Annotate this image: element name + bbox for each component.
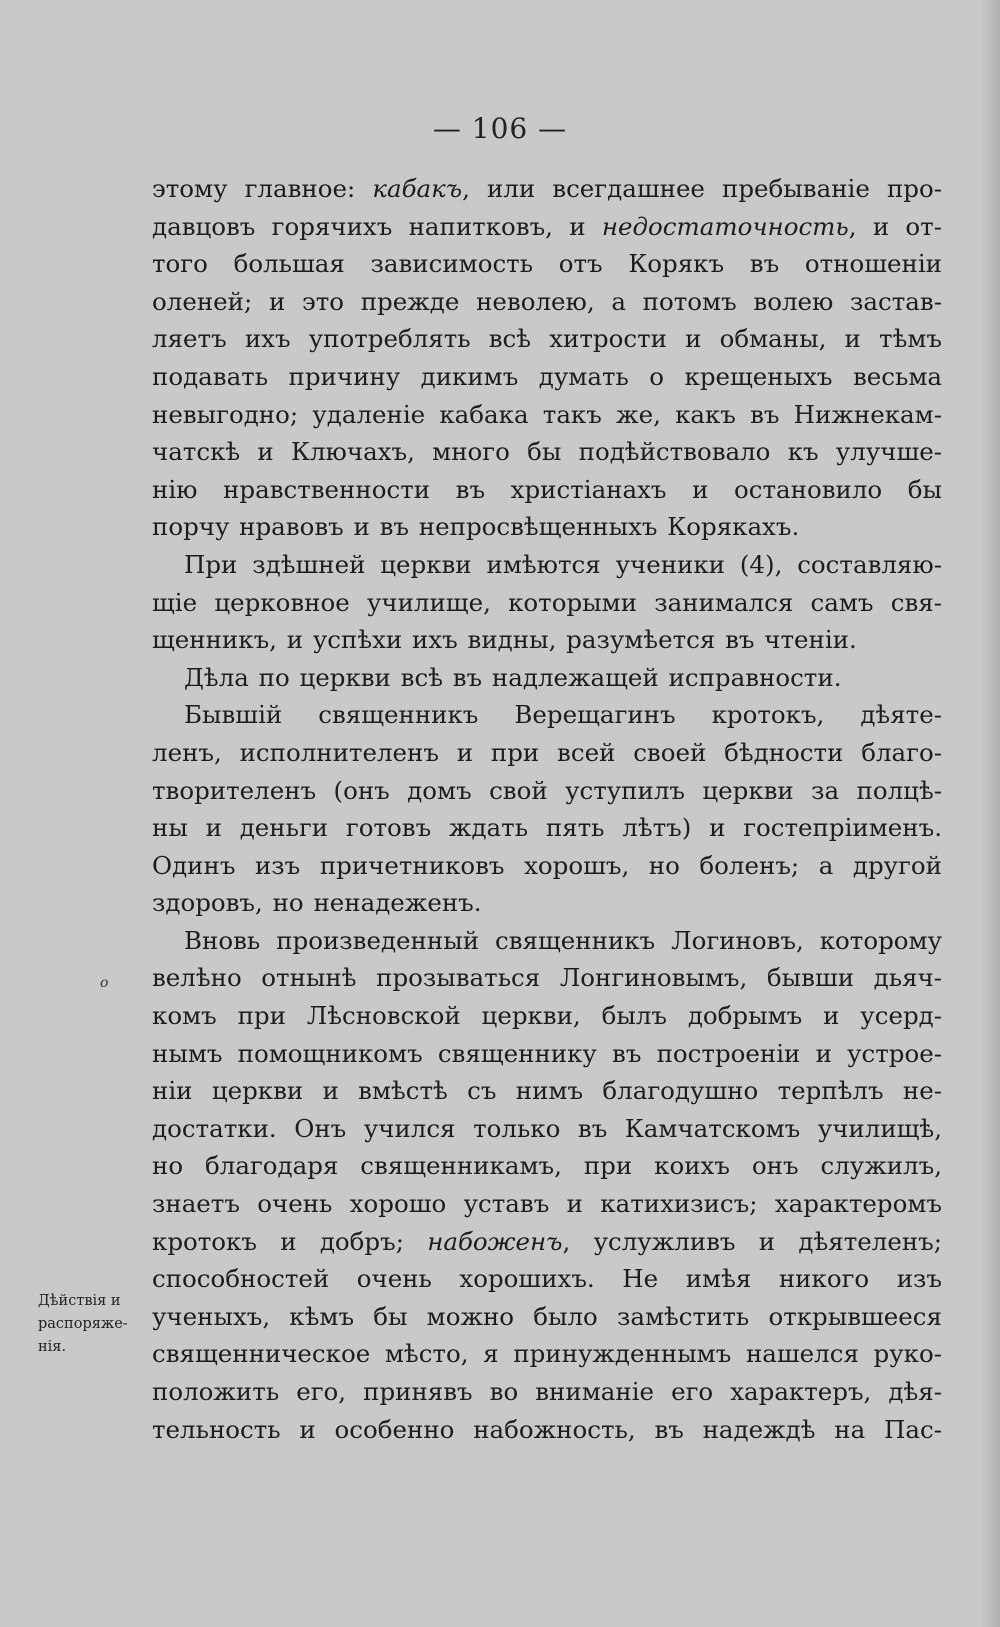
- margin-note-line: нія.: [38, 1339, 67, 1355]
- emphasized-word: кабакъ: [372, 174, 463, 203]
- text-line: но благодаря священникамъ, при коихъ онъ служилъ,: [152, 1151, 942, 1181]
- text-line: оленей; и это прежде неволею, а потомъ волею застав-: [152, 286, 942, 316]
- text-line: При здѣшней церкви имѣются ученики (4), составляю-: [184, 549, 942, 579]
- text-line: ляетъ ихъ употреблять всѣ хитрости и обманы, и тѣмъ: [152, 324, 942, 354]
- text-line: ны и деньги готовъ ждать пять лѣтъ) и гостепріименъ.: [152, 813, 942, 843]
- text-line: Одинъ изъ причетниковъ хорошъ, но боленъ; а другой: [152, 850, 942, 880]
- text-line: ученыхъ, кѣмъ бы можно было замѣстить открывшееся: [152, 1301, 942, 1331]
- text-line: порчу нравовъ и въ непросвѣщенныхъ Корякахъ.: [152, 512, 800, 542]
- margin-note: [38, 1290, 148, 1359]
- text-line: невыгодно; удаленіе кабака такъ же, какъ въ Нижнекам-: [152, 399, 942, 429]
- text-line: способностей очень хорошихъ. Не имѣя никого изъ: [152, 1264, 942, 1294]
- text-line: достатки. Онъ учился только въ Камчатскомъ училищѣ,: [152, 1113, 942, 1143]
- text-line: священническое мѣсто, я принужденнымъ нашелся руко-: [152, 1339, 942, 1369]
- text-line: Бывшій священникъ Верещагинъ кротокъ, дѣяте-: [184, 700, 942, 730]
- text-line: тельность и особенно набожность, въ надеждѣ на Пас-: [152, 1414, 942, 1444]
- text-line: ніи церкви и вмѣстѣ съ нимъ благодушно терпѣлъ не-: [152, 1076, 942, 1106]
- text-line: чатскѣ и Ключахъ, много бы подѣйствовало къ улучше-: [152, 437, 942, 467]
- text-line: знаетъ очень хорошо уставъ и катихизисъ; характеромъ: [152, 1189, 942, 1219]
- text-line: творителенъ (онъ домъ свой уступилъ церкви за полцѣ-: [152, 775, 942, 805]
- page-edge-shadow: [980, 0, 1000, 1627]
- text-line: щіе церковное училище, которыми занимался самъ свя-: [152, 587, 942, 617]
- text-line: подавать причину дикимъ думать о крещеныхъ весьма: [152, 361, 942, 391]
- text-line: нію нравственности въ христіанахъ и остановило бы: [152, 474, 942, 504]
- text-line: давцовъ горячихъ напитковъ, и недостаточность, и от-: [152, 211, 942, 241]
- text-line: того большая зависимость отъ Корякъ въ отношеніи: [152, 249, 942, 279]
- emphasized-word: недостаточность: [601, 211, 849, 241]
- text-line: щенникъ, и успѣхи ихъ видны, разумѣется въ чтеніи.: [152, 625, 857, 655]
- text-line: кротокъ и добръ; набоженъ, услужливъ и дѣятеленъ;: [152, 1226, 942, 1256]
- body-text: [152, 170, 942, 1448]
- text-line: Дѣла по церкви всѣ въ надлежащей исправности.: [184, 662, 842, 692]
- text-line: этому главное: кабакъ, или всегдашнее пребываніе про-: [152, 174, 942, 203]
- text-line: ленъ, исполнителенъ и при всей своей бѣдности благо-: [152, 737, 942, 767]
- emphasized-word: набоженъ: [427, 1226, 563, 1256]
- margin-note-line: Дѣйствія и: [38, 1293, 121, 1309]
- margin-note-line: распоряже-: [38, 1316, 128, 1332]
- text-line: здоровъ, но ненадеженъ.: [152, 888, 482, 918]
- text-line: нымъ помощникомъ священнику въ построеніи и устрое-: [152, 1038, 942, 1068]
- text-line: комъ при Лѣсновской церкви, былъ добрымъ и усерд-: [152, 1001, 942, 1031]
- text-line: Вновь произведенный священникъ Логиновъ, которому: [184, 925, 942, 955]
- text-line: велѣно отнынѣ прозываться Лонгиновымъ, бывши дьяч-: [152, 963, 942, 993]
- margin-mark: о: [100, 975, 109, 991]
- page-number: — 106 —: [432, 112, 568, 145]
- text-line: положить его, принявъ во вниманіе его характеръ, дѣя-: [152, 1377, 942, 1406]
